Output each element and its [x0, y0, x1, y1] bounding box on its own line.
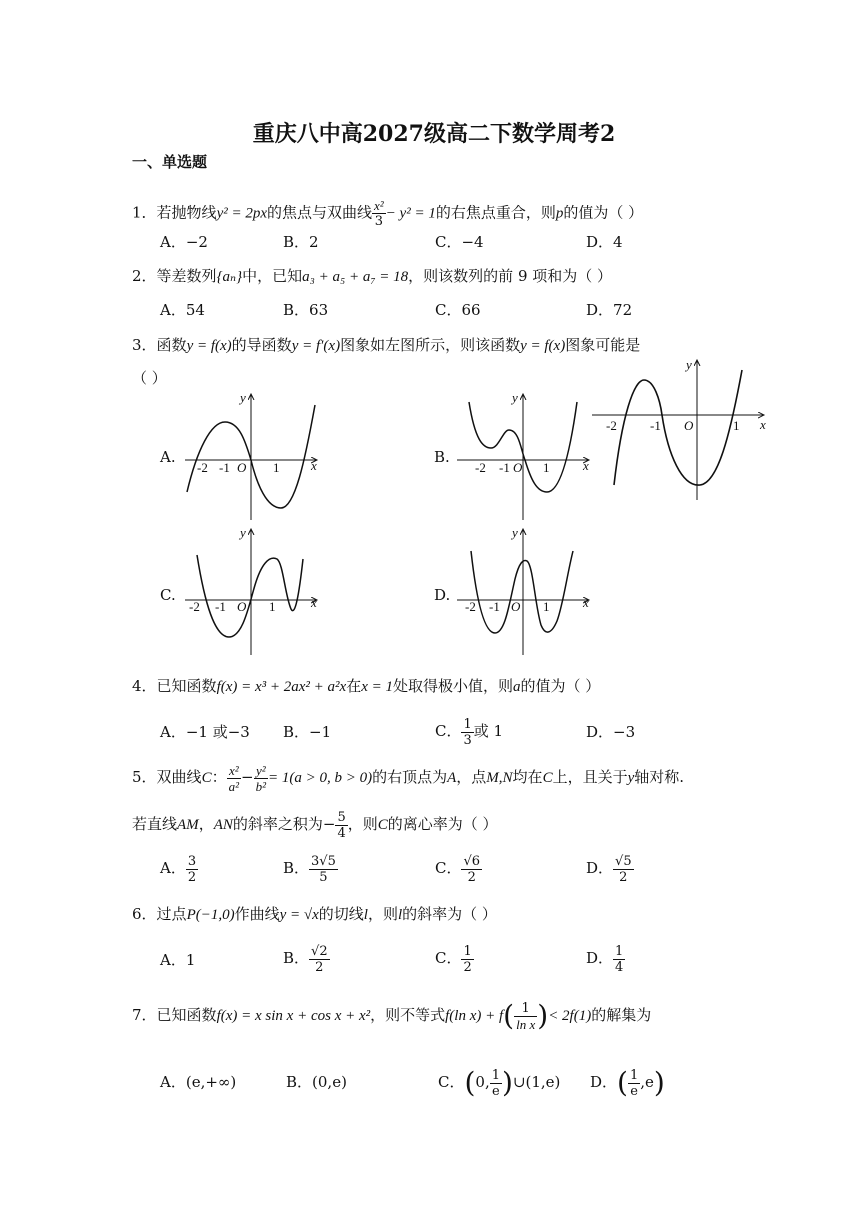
question-2: 2．等差数列{aₙ}中，已知a₃ + a₅ + a₇ = 18，则该数列的前 9 项和为（ ） — [132, 267, 613, 285]
tick-label: -2 — [189, 599, 200, 614]
equation: f(x) = x sin x + cos x + x² — [216, 1008, 371, 1024]
option-b[interactable]: B. — [434, 448, 450, 466]
tick-label: -2 — [465, 599, 476, 614]
option-d[interactable]: D．72 — [586, 301, 633, 319]
fraction: $\frac{1}{3}$ — [463, 716, 472, 748]
option-a[interactable]: A． $\frac{3}{2}$ — [160, 853, 197, 885]
question-number: 1． — [132, 203, 157, 222]
page-title: 重庆八中高2027级高二下数学周考2 — [252, 121, 616, 147]
option-d[interactable]: D. — [434, 586, 451, 604]
option-b[interactable]: B．−1 — [283, 723, 332, 741]
fraction: $\frac{3√5}{5}$ — [311, 853, 336, 885]
option-b[interactable]: B． $\frac{3√5}{5}$ — [283, 853, 336, 885]
x-label: x — [583, 595, 589, 610]
fraction: $\frac{1}{2}$ — [463, 943, 472, 975]
derivative-graph — [592, 355, 772, 505]
question-7: 7．已知函数f(x) = x sin x + cos x + x²，则不等式f(ln x) + f( $\frac{1}{\text{ln x}}$ )< 2f(1)的解集为 — [132, 999, 652, 1032]
origin-label: O — [237, 599, 247, 614]
graph-option-a[interactable] — [185, 390, 325, 525]
option-c[interactable]: C． $\frac{√6}{2}$ — [435, 853, 481, 885]
question-1: 1．若抛物线y² = 2px的焦点与双曲线 $\frac{\text{x²}}{3}$ − y² = 1的右焦点重合，则p的值为（ ） — [132, 198, 644, 229]
tick-label: -1 — [489, 599, 500, 614]
fraction: $\frac{1}{e}$ — [491, 1067, 501, 1099]
y-label: y — [512, 525, 518, 540]
answer-bracket: （ ） — [132, 369, 167, 387]
option-c[interactable]: C．−4 — [435, 233, 484, 251]
option-d[interactable]: D．( $\frac{1}{e}$ ,e) — [590, 1066, 665, 1099]
fraction: $\frac{1}{\text{ln x}}$ — [516, 1000, 536, 1032]
origin-label: O — [237, 460, 247, 475]
option-b[interactable]: B．63 — [283, 301, 329, 319]
equation: = 1(a > 0, b > 0) — [267, 770, 373, 786]
tick-label: -1 — [219, 460, 230, 475]
question-6: 6．过点P(−1,0)作曲线y = √x的切线l，则l的斜率为（ ） — [132, 905, 497, 923]
option-a[interactable]: A. — [160, 448, 176, 466]
x-label: x — [760, 417, 766, 432]
fraction: $\frac{3}{2}$ — [187, 853, 197, 885]
equation: f(x) = x³ + 2ax² + a²x — [216, 679, 347, 695]
graph-option-c[interactable] — [185, 525, 325, 660]
x-label: x — [583, 458, 589, 473]
tick-label: -1 — [215, 599, 226, 614]
fraction: $\frac{\text{x²}}{3}$ — [374, 198, 384, 229]
tick-label: -1 — [650, 418, 661, 433]
origin-label: O — [513, 460, 523, 475]
fraction: $\frac{1}{4}$ — [615, 943, 624, 975]
option-a[interactable]: A．54 — [160, 301, 205, 319]
y-label: y — [512, 390, 518, 405]
equation: y = √x — [279, 907, 319, 923]
option-d[interactable]: D． $\frac{1}{4}$ — [586, 943, 624, 975]
option-c[interactable]: C．66 — [435, 301, 481, 319]
option-c[interactable]: C．(0, $\frac{1}{e}$ )∪(1,e) — [438, 1066, 561, 1099]
tick-label: -2 — [475, 460, 486, 475]
option-d[interactable]: D．−3 — [586, 723, 636, 741]
question-number: 2． — [132, 267, 157, 285]
question-3: 3．函数y = f(x)的导函数y = f′(x)图象如左图所示，则该函数y = f(x)图象可能是 — [132, 336, 641, 354]
option-b[interactable]: B．2 — [283, 233, 319, 251]
graph-option-b[interactable] — [457, 390, 597, 525]
fraction: $\frac{5}{4}$ — [337, 809, 346, 841]
tick-label: -2 — [197, 460, 208, 475]
question-4: 4．已知函数f(x) = x³ + 2ax² + a²x在x = 1处取得极小值，则a的值为（ ） — [132, 677, 601, 695]
option-a[interactable]: A．−2 — [160, 233, 208, 251]
question-number: 4． — [132, 677, 157, 695]
y-label: y — [686, 357, 692, 372]
question-number: 3． — [132, 336, 157, 354]
tick-label: 1 — [543, 460, 550, 475]
question-5: 5．双曲线C： $\frac{\text{x²}}{\text{a²}}$ − $\frac{\text{y²}}{\text{b²}}$ = 1(a > 0, b > 0)的右顶点为A，点M,N均在C上，且关于y轴对称. — [132, 762, 685, 794]
question-number: 7． — [132, 1006, 157, 1024]
curve — [471, 551, 573, 633]
option-b[interactable]: B． $\frac{√2}{2}$ — [283, 943, 328, 975]
option-c[interactable]: C． $\frac{1}{3}$ 或 1 — [435, 716, 504, 748]
y-label: y — [240, 525, 246, 540]
question-number: 5． — [132, 768, 157, 786]
option-a[interactable]: A．−1 或−3 — [160, 723, 250, 741]
fraction: $\frac{√2}{2}$ — [311, 943, 328, 975]
tick-label: 1 — [733, 418, 740, 433]
equation: − y² = 1 — [385, 205, 436, 222]
tick-label: 1 — [273, 460, 280, 475]
tick-label: 1 — [269, 599, 276, 614]
curve — [614, 370, 742, 485]
option-c[interactable]: C． $\frac{1}{2}$ — [435, 943, 472, 975]
option-d[interactable]: D．4 — [586, 233, 623, 251]
option-c[interactable]: C. — [160, 586, 176, 604]
x-label: x — [311, 595, 317, 610]
origin-label: O — [511, 599, 521, 614]
question-5-line-2: 若直线AM，AN的斜率之积为− $\frac{5}{4}$ ，则C的离心率为（ ） — [132, 809, 498, 841]
fraction: $\frac{√5}{2}$ — [615, 853, 632, 885]
fraction: $\frac{\text{y²}}{\text{b²}}$ — [255, 762, 266, 794]
question-number: 6． — [132, 905, 157, 923]
origin-label: O — [684, 418, 694, 433]
fraction: $\frac{\text{x²}}{\text{a²}}$ — [228, 762, 239, 794]
option-b[interactable]: B．(0,e) — [286, 1073, 347, 1091]
option-a[interactable]: A．1 — [160, 951, 196, 969]
fraction: $\frac{1}{e}$ — [629, 1067, 639, 1099]
graph-option-d[interactable] — [457, 525, 597, 660]
tick-label: -2 — [606, 418, 617, 433]
y-label: y — [240, 390, 246, 405]
x-label: x — [311, 458, 317, 473]
tick-label: 1 — [543, 599, 550, 614]
option-d[interactable]: D． $\frac{√5}{2}$ — [586, 853, 632, 885]
section-heading: 一、单选题 — [132, 153, 208, 171]
fraction: $\frac{√6}{2}$ — [463, 853, 481, 885]
equation: y² = 2px — [216, 205, 267, 222]
equation: a₃ + a₅ + a₇ = 18 — [302, 269, 409, 285]
option-a[interactable]: A．(e,+∞) — [160, 1073, 237, 1091]
curve — [197, 555, 303, 637]
tick-label: -1 — [499, 460, 510, 475]
